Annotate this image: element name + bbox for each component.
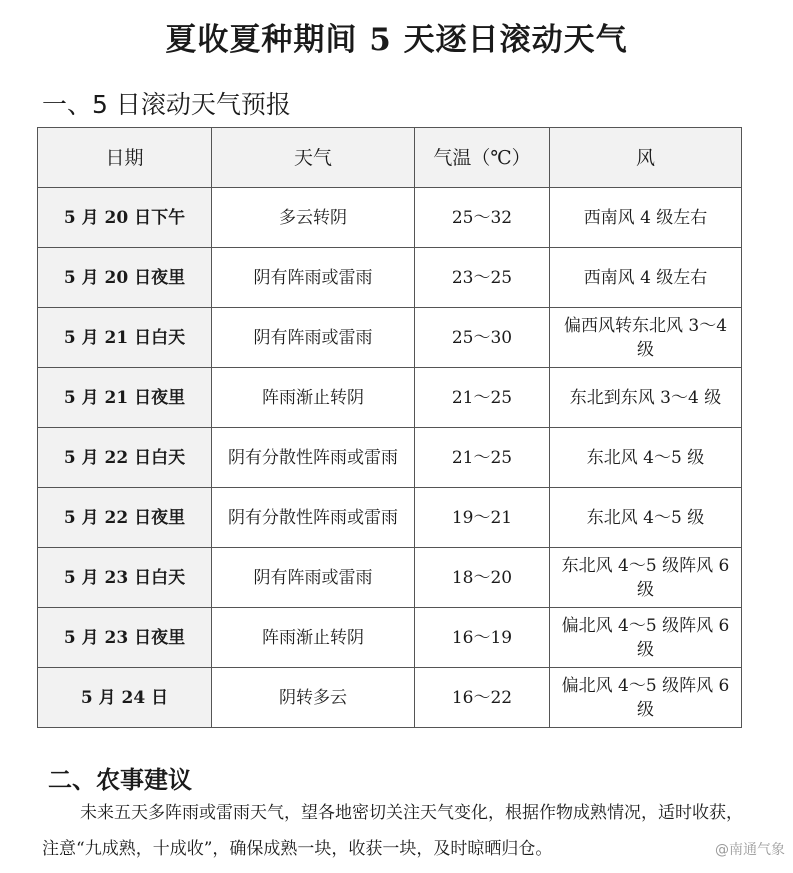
temperature-cell: 23～25 — [415, 248, 550, 308]
table-row — [38, 188, 742, 248]
forecast-table — [37, 127, 742, 728]
table-row — [38, 548, 742, 608]
section-heading-advice: 二、农事建议 — [48, 765, 192, 794]
weather-cell: 阵雨渐止转阴 — [212, 608, 415, 668]
table-row — [38, 368, 742, 428]
header-temperature: 气温（℃） — [415, 128, 550, 188]
temperature-cell: 21～25 — [415, 368, 550, 428]
temperature-cell: 16～22 — [415, 668, 550, 728]
temperature-cell: 25～30 — [415, 308, 550, 368]
date-cell: 5 月 23 日白天 — [38, 548, 212, 608]
weather-cell: 阴有阵雨或雷雨 — [212, 308, 415, 368]
wind-cell: 东北风 4～5 级 — [550, 488, 742, 548]
date-cell: 5 月 20 日夜里 — [38, 248, 212, 308]
header-wind: 风 — [550, 128, 742, 188]
temperature-cell: 19～21 — [415, 488, 550, 548]
page-title: 夏收夏种期间 5 天逐日滚动天气 — [165, 22, 628, 58]
table-row — [38, 428, 742, 488]
wind-cell: 东北到东风 3～4 级 — [550, 368, 742, 428]
weather-cell: 阴有阵雨或雷雨 — [212, 548, 415, 608]
weather-cell: 阴转多云 — [212, 668, 415, 728]
watermark: @南通气象 — [715, 842, 785, 858]
weather-cell: 阴有分散性阵雨或雷雨 — [212, 488, 415, 548]
temperature-cell: 16～19 — [415, 608, 550, 668]
wind-cell: 东北风 4～5 级阵风 6 级 — [550, 548, 742, 608]
wind-cell: 西南风 4 级左右 — [550, 248, 742, 308]
temperature-cell: 18～20 — [415, 548, 550, 608]
date-cell: 5 月 20 日下午 — [38, 188, 212, 248]
weather-cell: 阴有分散性阵雨或雷雨 — [212, 428, 415, 488]
section-heading-forecast: 一、5 日滚动天气预报 — [42, 90, 291, 119]
table-row — [38, 608, 742, 668]
weather-cell: 阴有阵雨或雷雨 — [212, 248, 415, 308]
date-cell: 5 月 21 日白天 — [38, 308, 212, 368]
weather-cell: 多云转阴 — [212, 188, 415, 248]
header-date: 日期 — [38, 128, 212, 188]
table-row — [38, 308, 742, 368]
header-weather: 天气 — [212, 128, 415, 188]
date-cell: 5 月 24 日 — [38, 668, 212, 728]
wind-cell: 西南风 4 级左右 — [550, 188, 742, 248]
temperature-cell: 25～32 — [415, 188, 550, 248]
weather-cell: 阵雨渐止转阴 — [212, 368, 415, 428]
wind-cell: 东北风 4～5 级 — [550, 428, 742, 488]
wind-cell: 偏西风转东北风 3～4 级 — [550, 308, 742, 368]
table-header-row — [38, 128, 742, 188]
date-cell: 5 月 22 日白天 — [38, 428, 212, 488]
date-cell: 5 月 21 日夜里 — [38, 368, 212, 428]
table-row — [38, 488, 742, 548]
temperature-cell: 21～25 — [415, 428, 550, 488]
table-row — [38, 668, 742, 728]
date-cell: 5 月 23 日夜里 — [38, 608, 212, 668]
date-cell: 5 月 22 日夜里 — [38, 488, 212, 548]
advice-paragraph: 未来五天多阵雨或雷雨天气，望各地密切关注天气变化，根据作物成熟情况，适时收获，注意“九成熟，十成收”，确保成熟一块，收获一块，及时晾晒归仓。 — [42, 803, 743, 859]
wind-cell: 偏北风 4～5 级阵风 6 级 — [550, 668, 742, 728]
wind-cell: 偏北风 4～5 级阵风 6 级 — [550, 608, 742, 668]
table-row — [38, 248, 742, 308]
